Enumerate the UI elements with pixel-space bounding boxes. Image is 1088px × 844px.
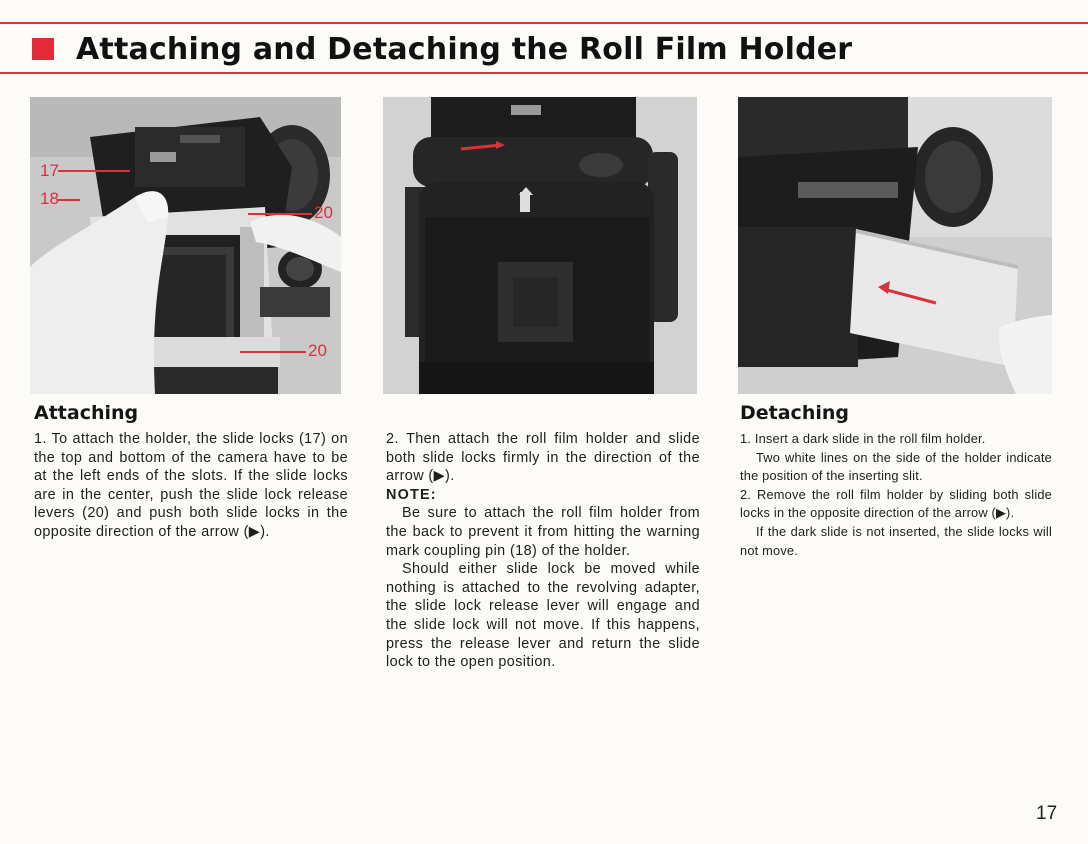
photo-holder-attached — [383, 97, 697, 394]
detaching-heading: Detaching — [740, 402, 849, 424]
callout-20-top: 20 — [314, 203, 333, 222]
camera-illustration-3 — [738, 97, 1052, 394]
camera-illustration-2 — [383, 97, 697, 394]
attaching-section — [34, 402, 348, 542]
callout-line-17 — [58, 170, 130, 172]
callout-18: 18 — [40, 189, 59, 208]
callout-line-18 — [58, 199, 80, 201]
detaching-step-1: 1. Insert a dark slide in the roll film holder. — [740, 431, 986, 446]
page-number: 17 — [1036, 803, 1058, 824]
callout-line-20-bottom — [240, 351, 306, 353]
note-paragraph-2: Should either slide lock be moved while nothing is attached to the revolving adapter, the slide lock release lever will engage and the slide lock will not move. If this happens, press the release lever and return the slide lock to the open position. — [386, 561, 700, 671]
photo-attaching-slide-locks — [30, 97, 341, 394]
callout-17: 17 — [40, 161, 59, 180]
detaching-section — [740, 402, 1052, 560]
camera-illustration-1 — [30, 97, 341, 394]
detaching-step-2-note: If the dark slide is not inserted, the slide locks will not move. — [740, 523, 1052, 558]
attaching-heading: Attaching — [34, 402, 139, 424]
note-label: NOTE: — [386, 486, 437, 503]
note-paragraph-1: Be sure to attach the roll film holder from the back to prevent it from hitting the warning mark coupling pin (18) of the holder. — [386, 505, 700, 559]
header-bottom-rule — [0, 72, 1088, 74]
detaching-step-2: 2. Remove the roll film holder by sliding both slide locks in the opposite direction of the arrow (▶). — [740, 486, 1052, 521]
detaching-step-1-cont: Two white lines on the side of the holder indicate the position of the inserting slit. — [740, 449, 1052, 484]
callout-line-20-top — [248, 213, 312, 215]
callout-20-bottom: 20 — [308, 341, 327, 360]
page-title: Attaching and Detaching the Roll Film Holder — [76, 31, 853, 67]
page-header — [32, 27, 852, 71]
attaching-continued-section — [386, 430, 700, 672]
header-top-rule — [0, 22, 1088, 24]
attaching-step-2: 2. Then attach the roll film holder and slide both slide locks firmly in the direction of the arrow (▶). — [386, 431, 700, 485]
photo-detaching-dark-slide — [738, 97, 1052, 394]
title-bullet-square — [32, 38, 54, 60]
attaching-step-1: 1. To attach the holder, the slide locks (17) on the top and bottom of the camera have to be at the left ends of the slots. If the slide locks are in the center, push the slide lock release levers (20) and push both slide locks in the opposite direction of the arrow (▶). — [34, 431, 348, 540]
